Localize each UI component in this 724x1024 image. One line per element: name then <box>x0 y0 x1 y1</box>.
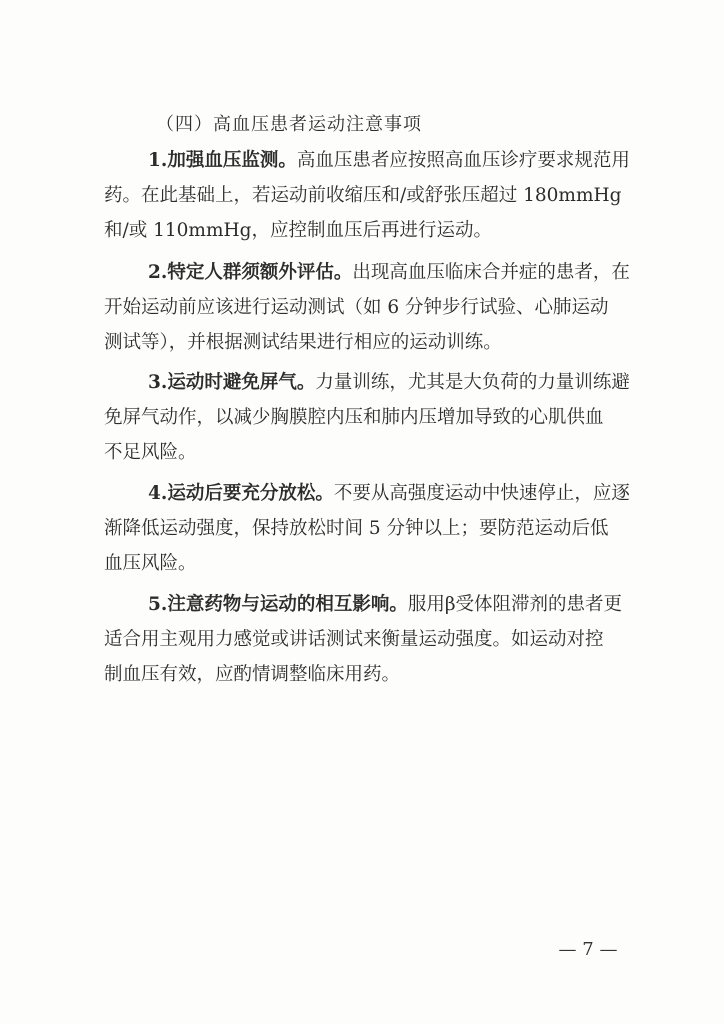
paragraph-line: 制血压有效，应酌情调整临床用药。 <box>104 664 401 685</box>
paragraph-lead: 4.运动后要充分放松。 <box>148 483 334 504</box>
paragraph-line: 测试等），并根据测试结果进行相应的运动训练。 <box>104 332 502 353</box>
paragraph-text: 出现高血压临床合并症的患者，在 <box>352 262 630 283</box>
paragraph-line: 和/或 110mmHg，应控制血压后再进行运动。 <box>104 220 492 241</box>
paragraph-line <box>104 143 644 178</box>
paragraph-lead: 5.注意药物与运动的相互影响。 <box>148 594 408 615</box>
paragraph-line: 适合用主观用力感觉或讲话测试来衡量运动强度。如运动对控 <box>104 629 604 650</box>
paragraph-lead: 2.特定人群须额外评估。 <box>148 262 353 283</box>
paragraph-line: 不足风险。 <box>104 442 197 463</box>
paragraph-lead: 3.运动时避免屏气。 <box>148 372 316 393</box>
paragraph-text: 服用β受体阻滞剂的患者更 <box>407 594 623 615</box>
paragraph-line <box>104 255 644 290</box>
paragraph-1 <box>104 143 644 248</box>
paragraph-line <box>104 476 644 511</box>
paragraph-line <box>104 365 644 400</box>
paragraph-line: 药。在此基础上，若运动前收缩压和/或舒张压超过 180mmHg <box>104 185 622 206</box>
paragraph-text: 力量训练，尤其是大负荷的力量训练避 <box>315 372 630 393</box>
paragraph-line: 免屏气动作，以减少胸膜腔内压和肺内压增加导致的心肌供血 <box>104 407 604 428</box>
paragraph-line: 渐降低运动强度，保持放松时间 5 分钟以上；要防范运动后低 <box>104 518 609 539</box>
paragraph-4 <box>104 476 644 581</box>
paragraph-text: 高血压患者应按照高血压诊疗要求规范用 <box>296 150 630 171</box>
paragraph-text: 不要从高强度运动中快速停止，应逐 <box>333 483 630 504</box>
paragraph-2 <box>104 255 644 360</box>
paragraph-5 <box>104 587 644 692</box>
paragraph-3 <box>104 365 644 470</box>
page-number: — 7 — <box>558 939 618 960</box>
paragraph-line <box>104 587 644 622</box>
paragraph-lead: 1.加强血压监测。 <box>148 150 297 171</box>
paragraph-line: 血压风险。 <box>104 553 197 574</box>
paragraph-line: 开始运动前应该进行运动测试（如 6 分钟步行试验、心肺运动 <box>104 297 609 318</box>
section-heading: （四）高血压患者运动注意事项 <box>156 114 422 135</box>
